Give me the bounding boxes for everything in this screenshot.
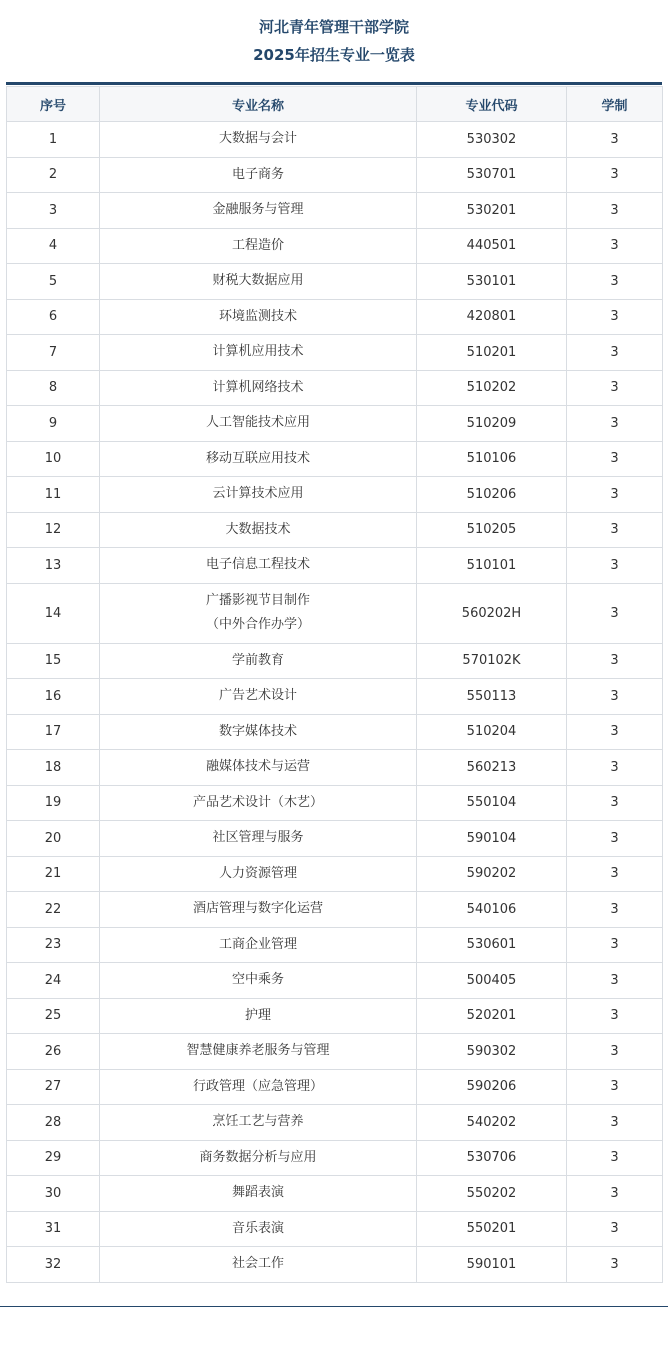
major-code: 510209 [417,406,567,442]
major-name: 社会工作 [231,1256,284,1272]
major-code: 420801 [417,299,567,335]
major-name-cell [100,1176,417,1212]
major-name-cell [100,512,417,548]
study-years: 3 [567,477,663,513]
major-name-cell [100,1034,417,1070]
major-name-cell [100,548,417,584]
study-years: 3 [567,548,663,584]
major-code: 510106 [417,441,567,477]
major-name: 云计算技术应用 [212,486,304,502]
row-number: 1 [7,122,100,158]
major-code: 560213 [417,750,567,786]
major-name: 计算机应用技术 [212,344,304,360]
major-name-cell [100,892,417,928]
major-code: 520201 [417,998,567,1034]
table-row [7,370,663,406]
major-name: 广告艺术设计 [218,688,297,704]
major-code: 510201 [417,335,567,371]
study-years: 3 [567,1140,663,1176]
row-number: 12 [7,512,100,548]
header-years: 学制 [567,87,663,122]
table-row [7,1176,663,1212]
major-code: 510101 [417,548,567,584]
major-name-cell [100,441,417,477]
major-code: 590202 [417,856,567,892]
row-number: 18 [7,750,100,786]
major-code: 510202 [417,370,567,406]
major-name: 广播影视节目制作 [205,593,310,608]
major-code: 590104 [417,821,567,857]
title-block [0,13,668,69]
study-years: 3 [567,1105,663,1141]
major-name-cell [100,193,417,229]
major-name: 工程造价 [231,237,284,253]
major-name-cell [100,714,417,750]
header-major-name: 专业名称 [100,87,417,122]
major-name-cell [100,122,417,158]
row-number: 24 [7,963,100,999]
study-years: 3 [567,963,663,999]
row-number: 20 [7,821,100,857]
major-name: 烹饪工艺与营养 [212,1114,304,1130]
major-code: 550104 [417,785,567,821]
study-years: 3 [567,157,663,193]
major-name: 商务数据分析与应用 [199,1149,317,1165]
major-name: 学前教育 [231,652,284,668]
row-number: 31 [7,1211,100,1247]
table-row [7,1105,663,1141]
row-number: 3 [7,193,100,229]
study-years: 3 [567,299,663,335]
major-name-cell [100,370,417,406]
table-row [7,927,663,963]
study-years: 3 [567,785,663,821]
major-code: 540106 [417,892,567,928]
row-number: 10 [7,441,100,477]
major-name: 大数据技术 [225,521,291,537]
major-name: （中外合作办学） [205,617,310,632]
row-number: 25 [7,998,100,1034]
major-name-cell [100,643,417,679]
row-number: 27 [7,1069,100,1105]
major-code: 590101 [417,1247,567,1283]
study-years: 3 [567,512,663,548]
table-row [7,643,663,679]
major-name-cell [100,821,417,857]
table-row [7,963,663,999]
row-number: 32 [7,1247,100,1283]
study-years: 3 [567,583,663,643]
table-row [7,998,663,1034]
major-name-cell [100,998,417,1034]
major-code: 530701 [417,157,567,193]
table-row [7,856,663,892]
major-code: 550202 [417,1176,567,1212]
major-name: 数字媒体技术 [218,723,297,739]
table-row [7,157,663,193]
major-name-cell [100,750,417,786]
major-name: 舞蹈表演 [231,1185,284,1201]
row-number: 26 [7,1034,100,1070]
table-row [7,193,663,229]
major-name-cell [100,785,417,821]
table-row [7,299,663,335]
major-code: 500405 [417,963,567,999]
row-number: 2 [7,157,100,193]
major-name-cell [100,157,417,193]
major-name: 酒店管理与数字化运营 [192,901,323,917]
row-number: 17 [7,714,100,750]
table-row [7,406,663,442]
row-number: 14 [7,583,100,643]
study-years: 3 [567,193,663,229]
table-row [7,264,663,300]
school-name: 河北青年管理干部学院 [258,18,409,36]
table-row [7,714,663,750]
row-number: 29 [7,1140,100,1176]
major-name: 智慧健康养老服务与管理 [186,1043,330,1059]
major-code: 590206 [417,1069,567,1105]
major-code: 550113 [417,679,567,715]
major-name-cell [100,1105,417,1141]
study-years: 3 [567,441,663,477]
major-name-cell [100,299,417,335]
major-name: 大数据与会计 [218,131,297,147]
table-header-row [7,87,663,122]
major-code: 590302 [417,1034,567,1070]
table-row [7,335,663,371]
row-number: 11 [7,477,100,513]
page-title: 2025年招生专业一览表 [253,46,415,64]
major-name: 电子信息工程技术 [205,557,310,573]
major-name: 社区管理与服务 [212,830,304,846]
major-name-cell [100,963,417,999]
study-years: 3 [567,122,663,158]
table-row [7,821,663,857]
row-number: 30 [7,1176,100,1212]
major-name: 行政管理（应急管理） [192,1078,323,1094]
table-row [7,1247,663,1283]
row-number: 19 [7,785,100,821]
major-name-cell [100,228,417,264]
row-number: 5 [7,264,100,300]
table-row [7,228,663,264]
major-name-cell [100,406,417,442]
study-years: 3 [567,335,663,371]
table-row [7,512,663,548]
table-row [7,679,663,715]
table-row [7,1211,663,1247]
major-name: 金融服务与管理 [212,202,304,218]
study-years: 3 [567,714,663,750]
major-code: 530101 [417,264,567,300]
study-years: 3 [567,643,663,679]
major-name-cell [100,1140,417,1176]
row-number: 23 [7,927,100,963]
major-name-cell [100,1247,417,1283]
table-row [7,785,663,821]
major-code: 440501 [417,228,567,264]
major-code: 510204 [417,714,567,750]
major-name: 财税大数据应用 [212,273,304,289]
majors-table [6,86,663,1283]
major-code: 510205 [417,512,567,548]
major-code: 530601 [417,927,567,963]
major-name: 空中乘务 [231,972,284,988]
row-number: 28 [7,1105,100,1141]
study-years: 3 [567,228,663,264]
row-number: 7 [7,335,100,371]
major-code: 560202H [417,583,567,643]
major-name: 产品艺术设计（木艺） [192,794,323,810]
major-name-cell [100,335,417,371]
study-years: 3 [567,750,663,786]
major-code: 530201 [417,193,567,229]
study-years: 3 [567,892,663,928]
study-years: 3 [567,1247,663,1283]
major-name: 移动互联应用技术 [205,450,310,466]
table-row [7,477,663,513]
major-name: 人工智能技术应用 [205,415,310,431]
row-number: 16 [7,679,100,715]
study-years: 3 [567,1069,663,1105]
study-years: 3 [567,1211,663,1247]
table-row [7,750,663,786]
header-no: 序号 [7,87,100,122]
study-years: 3 [567,821,663,857]
major-name-cell [100,1211,417,1247]
table-row [7,548,663,584]
major-code: 550201 [417,1211,567,1247]
major-name: 电子商务 [231,166,284,182]
study-years: 3 [567,927,663,963]
table-row [7,441,663,477]
row-number: 13 [7,548,100,584]
table-row [7,122,663,158]
table-row [7,892,663,928]
row-number: 9 [7,406,100,442]
major-code: 530706 [417,1140,567,1176]
row-number: 6 [7,299,100,335]
top-divider [6,82,662,85]
row-number: 15 [7,643,100,679]
row-number: 21 [7,856,100,892]
major-code: 510206 [417,477,567,513]
study-years: 3 [567,679,663,715]
major-name: 计算机网络技术 [212,379,304,395]
table-row [7,583,663,643]
row-number: 22 [7,892,100,928]
study-years: 3 [567,1034,663,1070]
study-years: 3 [567,998,663,1034]
major-code: 540202 [417,1105,567,1141]
major-name: 融媒体技术与运营 [205,759,310,775]
study-years: 3 [567,1176,663,1212]
row-number: 8 [7,370,100,406]
major-name-cell [100,927,417,963]
major-name-cell [100,583,417,643]
study-years: 3 [567,406,663,442]
table-row [7,1140,663,1176]
major-name-cell [100,679,417,715]
table-row [7,1034,663,1070]
major-name: 音乐表演 [231,1220,284,1236]
major-name: 工商企业管理 [218,936,297,952]
row-number: 4 [7,228,100,264]
study-years: 3 [567,264,663,300]
major-code: 530302 [417,122,567,158]
major-name: 人力资源管理 [218,865,297,881]
study-years: 3 [567,370,663,406]
study-years: 3 [567,856,663,892]
major-name-cell [100,1069,417,1105]
header-major-code: 专业代码 [417,87,567,122]
table-body [7,122,663,1283]
major-code: 570102K [417,643,567,679]
table-row [7,1069,663,1105]
bottom-divider [0,1306,668,1307]
major-name-cell [100,264,417,300]
major-name-cell [100,477,417,513]
major-name: 环境监测技术 [218,308,297,324]
major-name-cell [100,856,417,892]
major-name: 护理 [244,1007,271,1023]
